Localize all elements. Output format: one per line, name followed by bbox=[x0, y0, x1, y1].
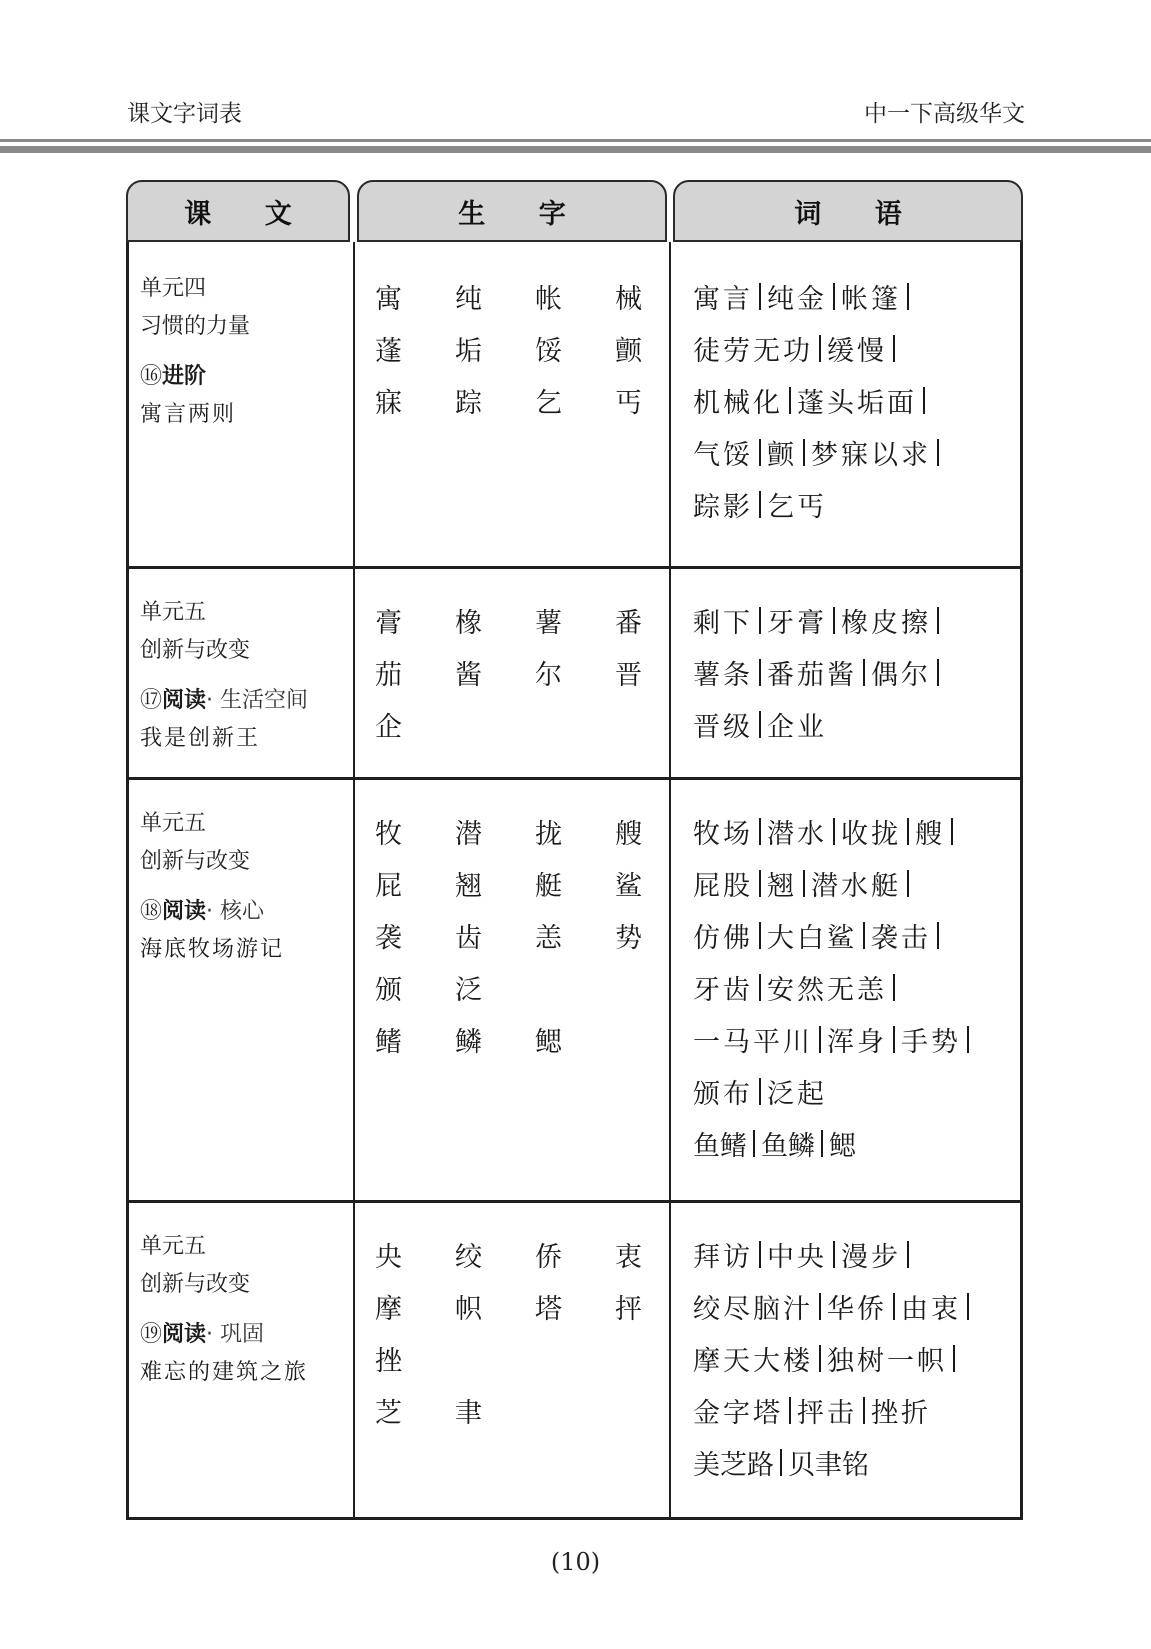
character-row bbox=[375, 594, 655, 646]
character-row bbox=[375, 646, 655, 698]
vocabulary-word: 番茄酱 bbox=[767, 659, 857, 691]
words-cell bbox=[693, 270, 1013, 530]
word-separator bbox=[953, 1345, 955, 1372]
word-separator bbox=[780, 1449, 782, 1476]
character-row bbox=[375, 374, 655, 426]
new-character: 尔 bbox=[535, 659, 562, 691]
vocabulary-word: 独树一帜 bbox=[827, 1345, 947, 1377]
lesson-subtype: · 生活空间 bbox=[206, 688, 309, 713]
vocabulary-word: 贝聿铭 bbox=[788, 1449, 869, 1481]
word-separator bbox=[893, 1026, 895, 1053]
character-row bbox=[375, 909, 655, 961]
new-character: 潜 bbox=[455, 818, 482, 850]
word-separator bbox=[759, 607, 761, 634]
vocabulary-word: 潜水艇 bbox=[811, 870, 901, 902]
vocabulary-word: 剩下 bbox=[693, 607, 753, 639]
character-row bbox=[375, 698, 655, 750]
new-character: 艘 bbox=[615, 818, 642, 850]
lesson-title: 我是创新王 bbox=[140, 726, 261, 751]
new-character: 颁 bbox=[375, 974, 402, 1006]
vocabulary-word: 寓言 bbox=[693, 283, 753, 315]
vocabulary-word: 中央 bbox=[767, 1241, 827, 1273]
lesson-cell bbox=[140, 1228, 350, 1392]
new-character: 拢 bbox=[535, 818, 562, 850]
character-row bbox=[375, 270, 655, 322]
vocabulary-word: 牙膏 bbox=[767, 607, 827, 639]
lesson-cell bbox=[140, 805, 350, 969]
new-character: 膏 bbox=[375, 607, 402, 639]
lesson-label bbox=[140, 1316, 350, 1354]
character-row bbox=[375, 322, 655, 374]
lesson-number: ⑲ bbox=[140, 1322, 163, 1347]
header-rule-thin bbox=[0, 139, 1151, 142]
word-line bbox=[693, 1228, 1013, 1280]
lesson-cell bbox=[140, 594, 350, 758]
word-line bbox=[693, 1013, 1013, 1065]
characters-cell bbox=[375, 1228, 655, 1436]
vocabulary-word: 一马平川 bbox=[693, 1026, 813, 1058]
new-character: 鳞 bbox=[455, 1026, 482, 1058]
new-character: 势 bbox=[615, 922, 642, 954]
new-character: 颤 bbox=[615, 335, 642, 367]
word-separator bbox=[759, 491, 761, 518]
new-character: 摩 bbox=[375, 1293, 402, 1325]
new-character: 帜 bbox=[455, 1293, 482, 1325]
lesson-label bbox=[140, 358, 350, 396]
word-line bbox=[693, 805, 1013, 857]
word-line bbox=[693, 270, 1013, 322]
lesson-label bbox=[140, 682, 350, 720]
word-separator bbox=[863, 1397, 865, 1424]
vocabulary-word: 牧场 bbox=[693, 818, 753, 850]
new-character: 泛 bbox=[455, 974, 482, 1006]
word-separator bbox=[907, 1241, 909, 1268]
unit-label: 单元五 bbox=[140, 1234, 207, 1259]
character-row bbox=[375, 805, 655, 857]
word-separator bbox=[937, 922, 939, 949]
new-character: 挫 bbox=[375, 1345, 402, 1377]
new-character: 酱 bbox=[455, 659, 482, 691]
word-separator bbox=[937, 607, 939, 634]
word-separator bbox=[759, 283, 761, 310]
header-rule-thick bbox=[0, 146, 1151, 153]
vocabulary-word: 气馁 bbox=[693, 439, 753, 471]
word-separator bbox=[923, 387, 925, 414]
word-separator bbox=[907, 283, 909, 310]
word-line bbox=[693, 374, 1013, 426]
vocabulary-word: 蓬头垢面 bbox=[797, 387, 917, 419]
column-divider bbox=[669, 242, 671, 1519]
new-character: 丐 bbox=[615, 387, 642, 419]
column-divider bbox=[353, 242, 355, 1519]
new-character: 绞 bbox=[455, 1241, 482, 1273]
word-line bbox=[693, 478, 1013, 530]
word-separator bbox=[937, 439, 939, 466]
character-row bbox=[375, 857, 655, 909]
lesson-number: ⑯ bbox=[140, 364, 163, 389]
new-character: 蓬 bbox=[375, 335, 402, 367]
word-separator bbox=[819, 1345, 821, 1372]
new-character: 恙 bbox=[535, 922, 562, 954]
word-separator bbox=[893, 335, 895, 362]
new-character: 艇 bbox=[535, 870, 562, 902]
unit-theme: 创新与改变 bbox=[140, 638, 251, 663]
new-character: 央 bbox=[375, 1241, 402, 1273]
vocabulary-word: 泛起 bbox=[767, 1078, 827, 1110]
new-character: 翘 bbox=[455, 870, 482, 902]
new-character: 鳍 bbox=[375, 1026, 402, 1058]
lesson-subtype: · 核心 bbox=[206, 899, 265, 924]
vocabulary-word: 薯条 bbox=[693, 659, 753, 691]
word-line bbox=[693, 594, 1013, 646]
new-character: 齿 bbox=[455, 922, 482, 954]
word-separator bbox=[863, 922, 865, 949]
vocabulary-word: 企业 bbox=[767, 711, 827, 743]
new-character: 馁 bbox=[535, 335, 562, 367]
word-separator bbox=[789, 387, 791, 414]
new-character: 鳃 bbox=[535, 1026, 562, 1058]
character-row bbox=[375, 1332, 655, 1384]
vocabulary-word: 手势 bbox=[901, 1026, 961, 1058]
word-line bbox=[693, 1117, 1013, 1169]
word-separator bbox=[759, 818, 761, 845]
vocabulary-word: 徒劳无功 bbox=[693, 335, 813, 367]
word-separator bbox=[893, 1293, 895, 1320]
section-title: 课文字词表 bbox=[127, 101, 242, 127]
new-character: 寐 bbox=[375, 387, 402, 419]
character-row bbox=[375, 1228, 655, 1280]
word-separator bbox=[819, 1293, 821, 1320]
word-line bbox=[693, 1436, 1013, 1488]
vocabulary-word: 摩天大楼 bbox=[693, 1345, 813, 1377]
new-character: 聿 bbox=[455, 1397, 482, 1429]
word-separator bbox=[833, 818, 835, 845]
word-separator bbox=[759, 1241, 761, 1268]
word-line bbox=[693, 961, 1013, 1013]
vocabulary-word: 乞丐 bbox=[767, 491, 827, 523]
vocabulary-word: 仿佛 bbox=[693, 922, 753, 954]
column-header-lesson-label: 课 文 bbox=[184, 198, 314, 230]
row-divider bbox=[126, 777, 1023, 780]
unit-label: 单元五 bbox=[140, 811, 207, 836]
lesson-title: 海底牧场游记 bbox=[140, 937, 285, 962]
new-character: 寓 bbox=[375, 283, 402, 315]
word-separator bbox=[803, 870, 805, 897]
word-separator bbox=[967, 1026, 969, 1053]
vocabulary-word: 金字塔 bbox=[693, 1397, 783, 1429]
character-row bbox=[375, 1384, 655, 1436]
vocabulary-word: 机械化 bbox=[693, 387, 783, 419]
lesson-kind: 阅读 bbox=[162, 899, 207, 924]
word-separator bbox=[967, 1293, 969, 1320]
vocabulary-word: 鱼鳞 bbox=[761, 1130, 815, 1162]
new-character: 塔 bbox=[535, 1293, 562, 1325]
vocabulary-word: 绞尽脑汁 bbox=[693, 1293, 813, 1325]
vocabulary-word: 晋级 bbox=[693, 711, 753, 743]
word-separator bbox=[819, 335, 821, 362]
vocabulary-word: 大白鲨 bbox=[767, 922, 857, 954]
vocabulary-word: 潜水 bbox=[767, 818, 827, 850]
vocabulary-word: 纯金 bbox=[767, 283, 827, 315]
word-separator bbox=[759, 1078, 761, 1105]
word-separator bbox=[907, 818, 909, 845]
row-divider bbox=[126, 566, 1023, 569]
word-separator bbox=[759, 870, 761, 897]
word-separator bbox=[759, 439, 761, 466]
vocabulary-word: 挫折 bbox=[871, 1397, 931, 1429]
word-separator bbox=[833, 1241, 835, 1268]
lesson-label bbox=[140, 893, 350, 931]
column-header-words bbox=[673, 180, 1023, 242]
word-separator bbox=[759, 711, 761, 738]
lesson-cell bbox=[140, 270, 350, 434]
character-row bbox=[375, 961, 655, 1013]
column-header-characters-label: 生 字 bbox=[458, 198, 588, 230]
lesson-number: ⑰ bbox=[140, 688, 163, 713]
word-separator bbox=[789, 1397, 791, 1424]
word-separator bbox=[759, 659, 761, 686]
word-separator bbox=[833, 607, 835, 634]
lesson-title: 寓言两则 bbox=[140, 402, 237, 427]
vocabulary-word: 梦寐以求 bbox=[811, 439, 931, 471]
character-row bbox=[375, 1013, 655, 1065]
new-character: 屁 bbox=[375, 870, 402, 902]
new-character: 侨 bbox=[535, 1241, 562, 1273]
vocabulary-word: 偶尔 bbox=[871, 659, 931, 691]
word-line bbox=[693, 1065, 1013, 1117]
row-divider bbox=[126, 1200, 1023, 1203]
new-character: 橡 bbox=[455, 607, 482, 639]
new-character: 晋 bbox=[615, 659, 642, 691]
lesson-title: 难忘的建筑之旅 bbox=[140, 1360, 309, 1385]
new-character: 茄 bbox=[375, 659, 402, 691]
lesson-kind: 阅读 bbox=[162, 1322, 207, 1347]
lesson-subtype: · 巩固 bbox=[206, 1322, 265, 1347]
word-separator bbox=[907, 870, 909, 897]
vocabulary-word: 袭击 bbox=[871, 922, 931, 954]
new-character: 乞 bbox=[535, 387, 562, 419]
new-character: 抨 bbox=[615, 1293, 642, 1325]
word-line bbox=[693, 426, 1013, 478]
vocabulary-word: 帐篷 bbox=[841, 283, 901, 315]
vocabulary-word: 拜访 bbox=[693, 1241, 753, 1273]
word-separator bbox=[863, 659, 865, 686]
new-character: 袭 bbox=[375, 922, 402, 954]
word-separator bbox=[893, 974, 895, 1001]
lesson-kind: 进阶 bbox=[162, 364, 207, 389]
vocabulary-word: 牙齿 bbox=[693, 974, 753, 1006]
vocabulary-word: 华侨 bbox=[827, 1293, 887, 1325]
word-separator bbox=[803, 439, 805, 466]
new-character: 薯 bbox=[535, 607, 562, 639]
characters-cell bbox=[375, 805, 655, 1065]
vocabulary-word: 抨击 bbox=[797, 1397, 857, 1429]
word-separator bbox=[819, 1026, 821, 1053]
vocabulary-word: 由衷 bbox=[901, 1293, 961, 1325]
column-header-words-label: 词 语 bbox=[794, 198, 924, 230]
unit-label: 单元五 bbox=[140, 600, 207, 625]
vocabulary-word: 安然无恙 bbox=[767, 974, 887, 1006]
vocabulary-word: 颤 bbox=[767, 439, 797, 471]
word-line bbox=[693, 857, 1013, 909]
vocabulary-word: 橡皮擦 bbox=[841, 607, 931, 639]
unit-theme: 创新与改变 bbox=[140, 849, 251, 874]
word-separator bbox=[759, 974, 761, 1001]
new-character: 番 bbox=[615, 607, 642, 639]
lesson-number: ⑱ bbox=[140, 899, 163, 924]
word-line bbox=[693, 1332, 1013, 1384]
unit-theme: 创新与改变 bbox=[140, 1272, 251, 1297]
vocabulary-word: 浑身 bbox=[827, 1026, 887, 1058]
word-line bbox=[693, 322, 1013, 374]
words-cell bbox=[693, 594, 1013, 750]
new-character: 牧 bbox=[375, 818, 402, 850]
new-character: 踪 bbox=[455, 387, 482, 419]
word-line bbox=[693, 1280, 1013, 1332]
vocabulary-word: 收拢 bbox=[841, 818, 901, 850]
column-header-lesson bbox=[126, 180, 350, 242]
unit-theme: 习惯的力量 bbox=[140, 314, 251, 339]
vocabulary-word: 颁布 bbox=[693, 1078, 753, 1110]
vocabulary-word: 踪影 bbox=[693, 491, 753, 523]
new-character: 垢 bbox=[455, 335, 482, 367]
word-line bbox=[693, 909, 1013, 961]
word-separator bbox=[821, 1130, 823, 1157]
word-line bbox=[693, 698, 1013, 750]
new-character: 纯 bbox=[455, 283, 482, 315]
character-row bbox=[375, 1280, 655, 1332]
word-separator bbox=[937, 659, 939, 686]
word-line bbox=[693, 1384, 1013, 1436]
new-character: 械 bbox=[615, 283, 642, 315]
lesson-kind: 阅读 bbox=[162, 688, 207, 713]
book-title: 中一下高级华文 bbox=[864, 101, 1025, 127]
new-character: 衷 bbox=[615, 1241, 642, 1273]
vocabulary-word: 屁股 bbox=[693, 870, 753, 902]
word-separator bbox=[759, 922, 761, 949]
word-separator bbox=[833, 283, 835, 310]
vocabulary-word: 艘 bbox=[915, 818, 945, 850]
characters-cell bbox=[375, 594, 655, 750]
vocabulary-word: 缓慢 bbox=[827, 335, 887, 367]
new-character: 鲨 bbox=[615, 870, 642, 902]
characters-cell bbox=[375, 270, 655, 426]
new-character: 帐 bbox=[535, 283, 562, 315]
words-cell bbox=[693, 1228, 1013, 1488]
words-cell bbox=[693, 805, 1013, 1169]
word-line bbox=[693, 646, 1013, 698]
new-character: 芝 bbox=[375, 1397, 402, 1429]
new-character: 企 bbox=[375, 711, 402, 743]
unit-label: 单元四 bbox=[140, 276, 207, 301]
word-separator bbox=[951, 818, 953, 845]
column-header-characters bbox=[357, 180, 667, 242]
vocabulary-word: 美芝路 bbox=[693, 1449, 774, 1481]
vocabulary-word: 翘 bbox=[767, 870, 797, 902]
vocabulary-word: 鱼鳍 bbox=[693, 1130, 747, 1162]
vocabulary-word: 鳃 bbox=[829, 1130, 856, 1162]
page-number: (10) bbox=[550, 1548, 601, 1576]
word-separator bbox=[753, 1130, 755, 1157]
vocabulary-word: 漫步 bbox=[841, 1241, 901, 1273]
